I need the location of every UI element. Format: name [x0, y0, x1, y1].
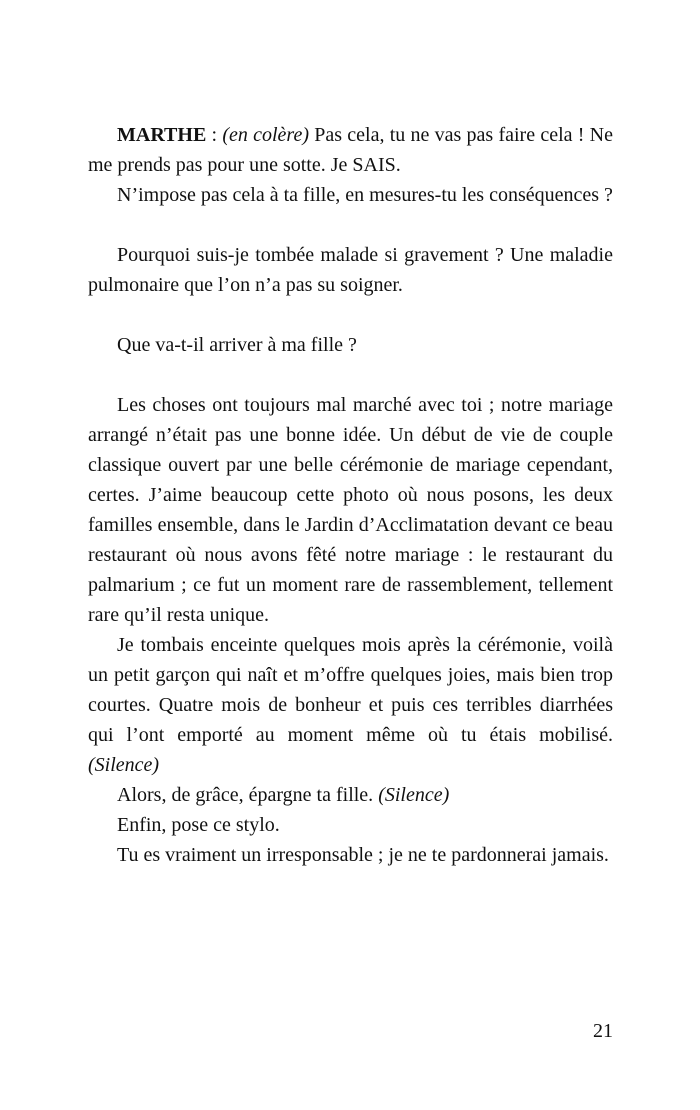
dialogue-text: Pas cela, tu ne vas pas faire cela ! Ne me prends pas pour une sotte. Je SAIS. — [88, 124, 613, 176]
stage-direction: (en colère) — [222, 124, 310, 146]
paragraph-4: Que va-t-il arriver à ma fille ? — [117, 334, 357, 356]
paragraph-9: Tu es vraiment un irresponsable ; je ne te pardonnerai jamais. — [117, 844, 609, 866]
page-body — [88, 120, 613, 870]
paragraph-6 — [88, 630, 613, 780]
paragraph-1 — [88, 120, 613, 180]
paragraph-3: Pourquoi suis-je tombée malade si gravement ? Une maladie pulmonaire que l’on n’a pas su soigner. — [88, 244, 613, 296]
speaker-name: MARTHE — [117, 124, 207, 146]
stage-direction: (Silence) — [378, 784, 450, 806]
speaker-separator: : — [206, 124, 223, 146]
dialogue-text: Alors, de grâce, épargne ta fille. — [117, 784, 379, 806]
dialogue-text: Je tombais enceinte quelques mois après la cérémonie, voilà un petit garçon qui naît et m’offre quelques joies, mais bien trop courtes. Quatre mois de bonheur et puis ces terribles diarrhées qui l’ont emporté au moment même où tu étais mobilisé. — [88, 634, 613, 746]
paragraph-5: Les choses ont toujours mal marché avec toi ; notre mariage arrangé n’était pas une bonne idée. Un début de vie de couple classique ouvert par une belle cérémonie de mariage cependant, certes. J’aime beaucoup cette photo où nous posons, les deux familles ensemble, dans le Jardin d’Acclimatation devant ce beau restaurant où nous avons fêté notre mariage : le restaurant du palmarium ; ce fut un moment rare de rassemblement, tellement rare qu’il resta unique. — [88, 394, 613, 626]
stage-direction: (Silence) — [88, 754, 160, 776]
paragraph-7 — [88, 780, 613, 810]
paragraph-2: N’impose pas cela à ta fille, en mesures-tu les conséquences ? — [117, 184, 613, 206]
page-number: 21 — [593, 1020, 613, 1042]
paragraph-8: Enfin, pose ce stylo. — [117, 814, 280, 836]
